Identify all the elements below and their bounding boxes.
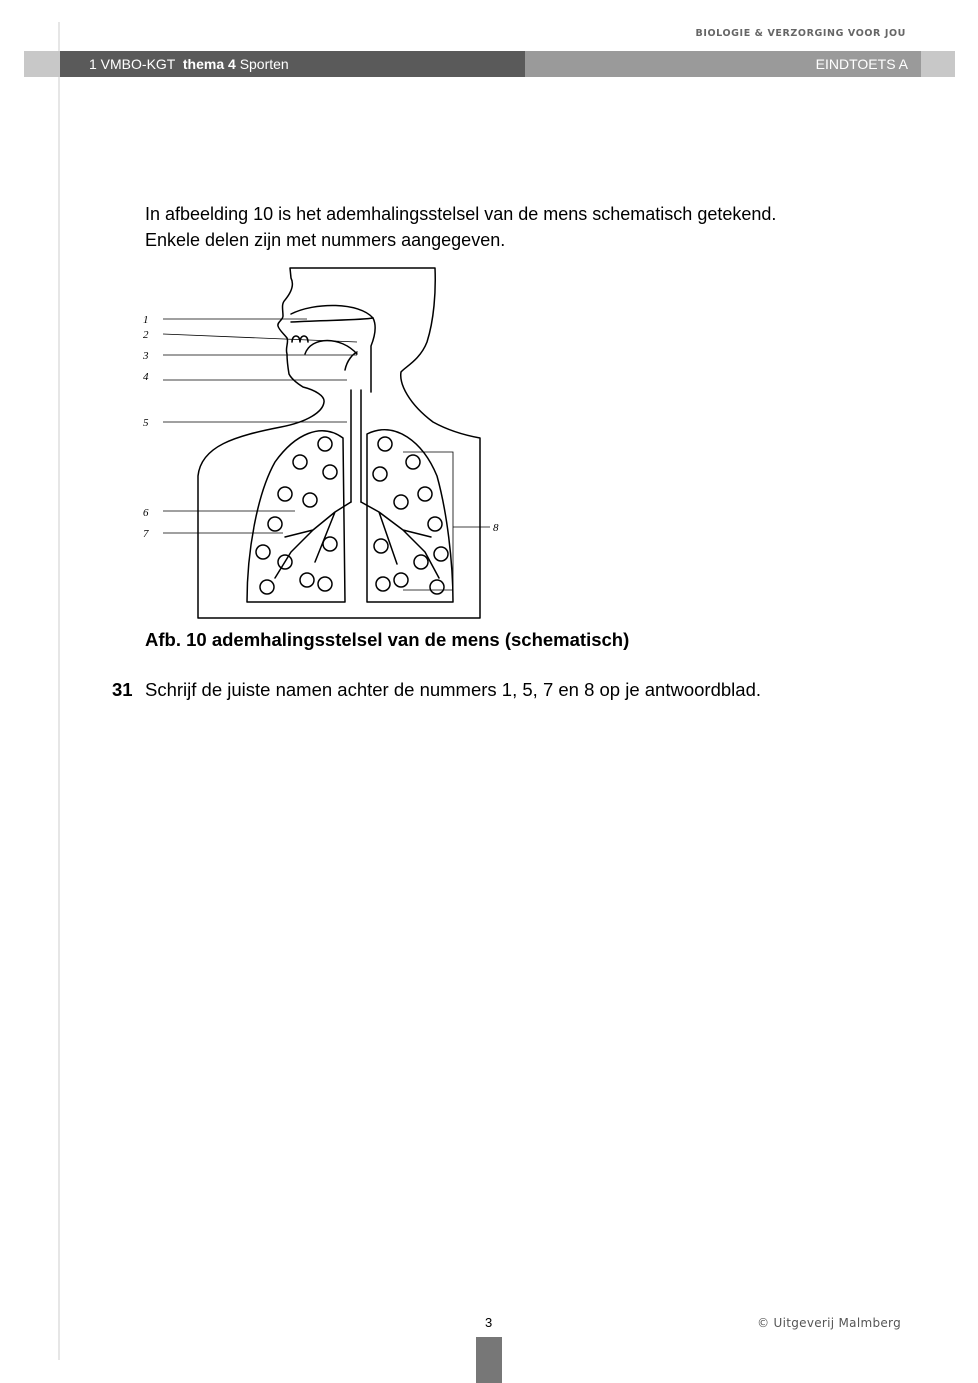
alveoli-clusters [256,437,448,594]
oral-cavity [305,341,357,355]
left-margin-rule [58,22,60,1360]
copyright-notice: © Uitgeverij Malmberg [757,1316,901,1330]
course-level: 1 VMBO-KGT [89,56,176,72]
page-number: 3 [485,1315,493,1330]
label-4: 4 [143,371,149,383]
question-text: Schrijf de juiste namen achter de nummers 1, 5, 7 en 8 op je antwoordblad. [145,679,761,700]
theme-label: thema 4 [182,56,236,72]
theme-name: Sporten [239,56,289,72]
test-label: EINDTOETS A [815,56,908,72]
figure-caption: Afb. 10 ademhalingsstelsel van de mens (schematisch) [145,629,630,650]
nasal-cavity [291,305,373,322]
intro-line-1: In afbeelding 10 is het ademhalingsstelsel van de mens schematisch getekend. [145,204,777,224]
intro-text [145,201,776,253]
tongue-curls [292,336,308,342]
label-2: 2 [143,329,149,341]
label-6: 6 [143,507,149,519]
trachea [351,390,361,502]
page-tab-marker [476,1337,502,1383]
label-7: 7 [143,528,149,540]
header-course-info [89,52,289,76]
label-1: 1 [143,314,149,326]
label-5: 5 [143,417,149,429]
label-8: 8 [493,522,499,534]
bronchi [275,502,439,578]
intro-line-2: Enkele delen zijn met nummers aangegeven. [145,230,506,250]
question-number: 31 [112,679,133,700]
brand-title: BIOLOGIE & VERZORGING VOOR JOU [695,28,906,39]
label-3: 3 [143,350,149,362]
respiratory-system-diagram [135,262,515,624]
pharynx [371,318,375,392]
